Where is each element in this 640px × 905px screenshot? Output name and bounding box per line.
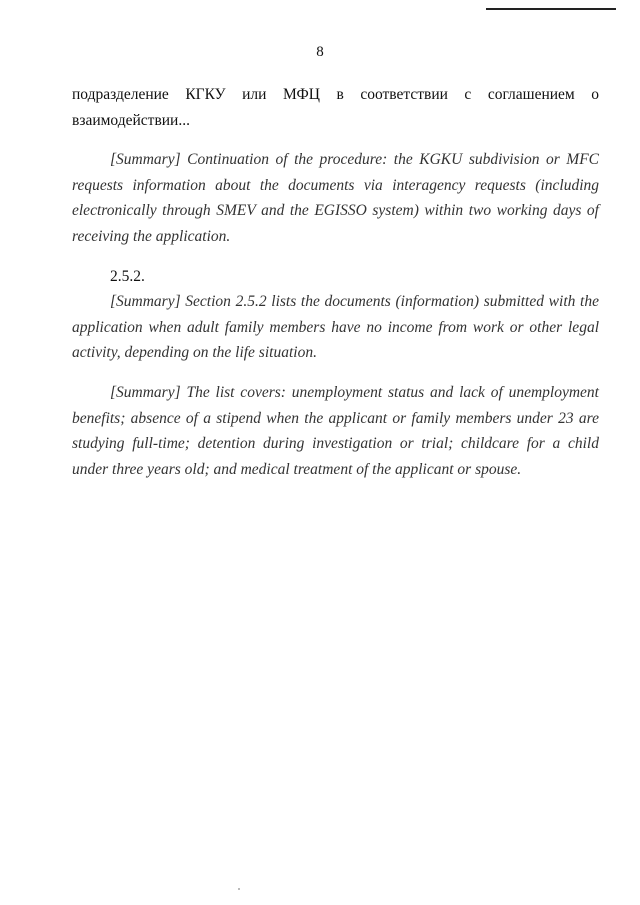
excerpt-opening: подразделение КГКУ или МФЦ в соответствии с соглашением о взаимодействии... (72, 86, 599, 129)
section-label: 2.5.2. (110, 267, 145, 285)
document-body (72, 82, 599, 482)
summary-paragraph-1: [Summary] Continuation of the procedure: the KGKU subdivision or MFC requests information about the documents via interagency requests (including electronically through SMEV and the EGISSO system) within two working days of receiving the application. (72, 151, 599, 245)
page-number: 8 (316, 44, 324, 60)
summary-paragraph-3: [Summary] The list covers: unemployment status and lack of unemployment benefits; absence of a stipend when the applicant or family members under 23 are studying full-time; detention during investigation or trial; childcare for a child under three years old; and medical treatment of the applicant or spouse. (72, 383, 599, 478)
top-rule (486, 8, 616, 10)
scan-speck (238, 888, 240, 890)
summary-paragraph-2: [Summary] Section 2.5.2 lists the documents (information) submitted with the application when adult family members have no income from work or other legal activity, depending on the life situation. (72, 293, 599, 362)
